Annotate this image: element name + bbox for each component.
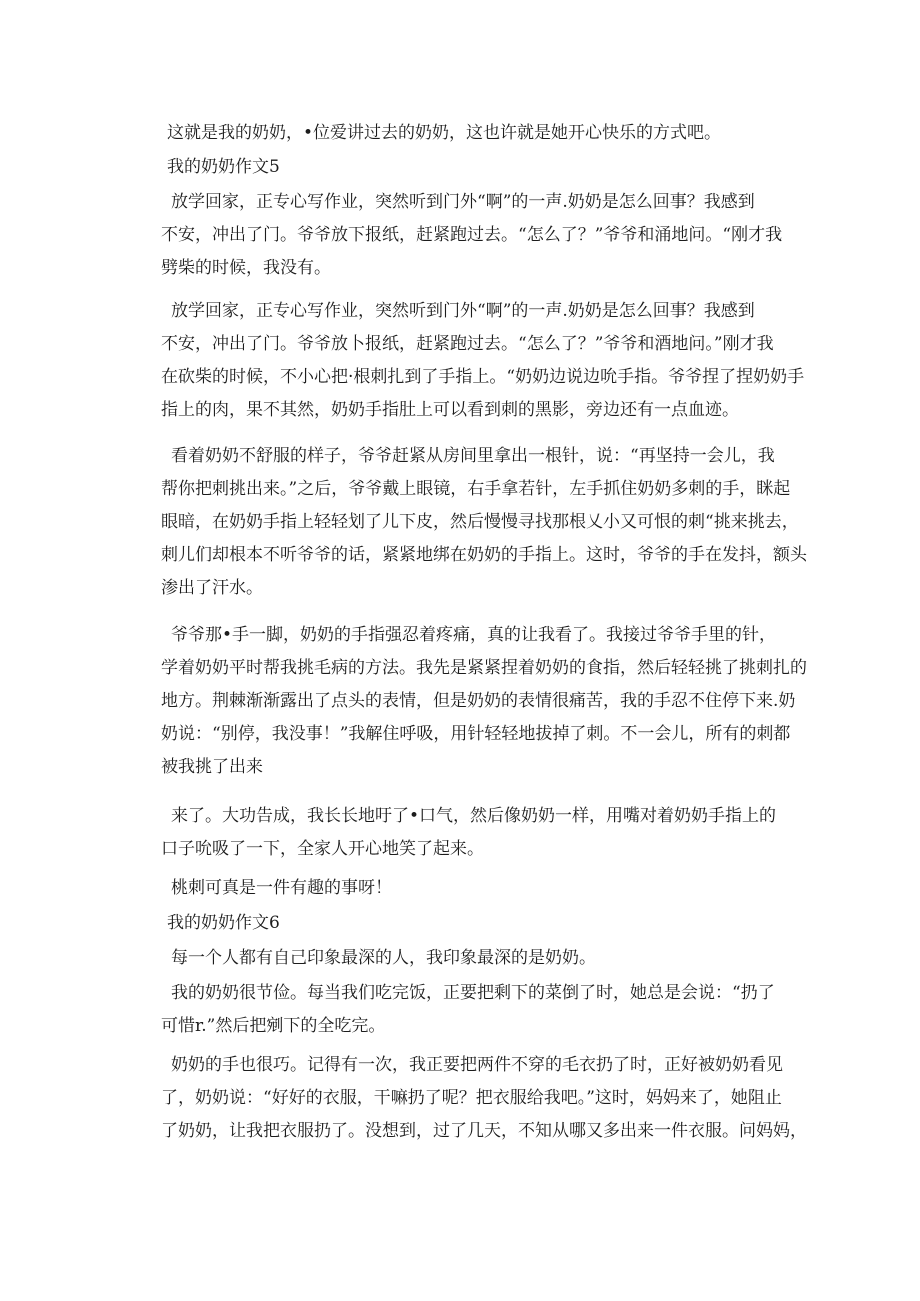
text-line: 这就是我的奶奶，•位爱讲过去的奶奶，这也许就是她开心快乐的方式吧。	[167, 123, 722, 143]
text-line: 了奶奶，让我把衣服扔了。没想到，过了几天，不知从哪又多出来一件衣服。问妈妈，	[161, 1121, 807, 1141]
text-line: 放学回家，正专心写作业，突然听到门外“啊”的一声.奶奶是怎么回事？我感到	[171, 192, 755, 212]
text-line: 奶说：“别停，我没事！”我解住呼吸，用针轻轻地拔掉了刺。不一会儿，所有的刺都	[161, 724, 791, 744]
text-line: 看着奶奶不舒服的样子，爷爷赶紧从房间里拿出一根针，说：“再坚持一会儿，我	[171, 446, 775, 466]
text-line: 地方。荆棘渐渐露出了点头的表情，但是奶奶的表情很痛苦，我的手忍不住停下来.奶	[161, 691, 796, 711]
text-line: 口子吮吸了一下，全家人开心地笑了起来。	[161, 839, 484, 859]
text-line: 指上的肉，果不其然，奶奶手指肚上可以看到刺的黑影，旁边还有一点血迹。	[161, 400, 739, 420]
text-line: 可惜r.”然后把剜下的全吃完。	[161, 1016, 386, 1036]
paragraph-8	[167, 942, 787, 975]
paragraph-6	[161, 800, 787, 866]
text-line: 刺儿们却根本不听爷爷的话，紧紧地绑在奶奶的手指上。这时，爷爷的手在发抖，额头	[161, 545, 807, 565]
paragraph-10	[161, 1049, 807, 1148]
heading-essay-5	[167, 151, 787, 184]
text-line: 渗出了汗水。	[161, 578, 263, 598]
text-line: 我的奶奶很节俭。每当我们吃完饭，正要把剩下的菜倒了时，她总是会说：“扔了	[171, 983, 775, 1003]
section-heading: 我的奶奶作文6	[167, 913, 280, 933]
text-line: 桃刺可真是一件有趣的事呀！	[171, 878, 392, 898]
text-line: 不安，冲出了门。爷爷放卜报纸，赶紧跑过去。“怎么了？”爷爷和酒地问。”刚才我	[161, 334, 774, 354]
text-line: 奶奶的手也很巧。记得有一次，我正要把两件不穿的毛衣扔了时，正好被奶奶看见	[171, 1055, 783, 1075]
text-line: 劈柴的时候，我没有。	[161, 258, 331, 278]
paragraph-4	[161, 440, 807, 605]
text-line: 来了。大功告成，我长长地吁了•口气，然后像奶奶一样，用嘴对着奶奶手指上的	[171, 806, 777, 826]
text-line: 放学回家，正专心写作业，突然听到门外“啊”的一声.奶奶是怎么回事？我感到	[171, 301, 755, 321]
text-line: 在砍柴的时候，不小心把·根刺扎到了手指上。“奶奶边说边吮手指。爷爷捏了捏奶奶手	[161, 367, 805, 387]
text-line: 不安，冲出了门。爷爷放下报纸，赶紧跑过去。“怎么了？”爷爷和涌地问。“刚才我	[161, 225, 783, 245]
paragraph-1	[167, 117, 787, 150]
paragraph-5	[161, 619, 807, 784]
text-line: 帮你把刺挑出来。”之后，爷爷戴上眼镜，右手拿若针，左手抓住奶奶多刺的手，眯起	[161, 479, 791, 499]
text-line: 被我挑了出来	[161, 757, 263, 777]
text-line: 爷爷那•手一脚，奶奶的手指强忍着疼痛，真的让我看了。我接过爷爷手里的针，	[171, 625, 777, 645]
text-line: 每一个人都有自己印象最深的人，我印象最深的是奶奶。	[171, 948, 596, 968]
section-heading: 我的奶奶作文5	[167, 157, 280, 177]
paragraph-3	[161, 295, 805, 427]
paragraph-7	[167, 872, 787, 905]
text-line: 了，奶奶说：“好好的衣服，干嘛扔了呢？把衣服给我吧。”这时，妈妈来了，她阻止	[161, 1088, 782, 1108]
text-line: 眼暗，在奶奶手指上轻轻划了儿下皮，然后慢慢寻找那根乂小又可恨的刺“挑来挑去，	[161, 512, 799, 532]
paragraph-9	[161, 977, 787, 1043]
text-line: 学着奶奶平时帮我挑毛病的方法。我先是紧紧捏着奶奶的食指，然后轻轻挑了挑刺扎的	[161, 658, 807, 678]
heading-essay-6	[167, 907, 787, 940]
paragraph-2	[161, 186, 787, 285]
